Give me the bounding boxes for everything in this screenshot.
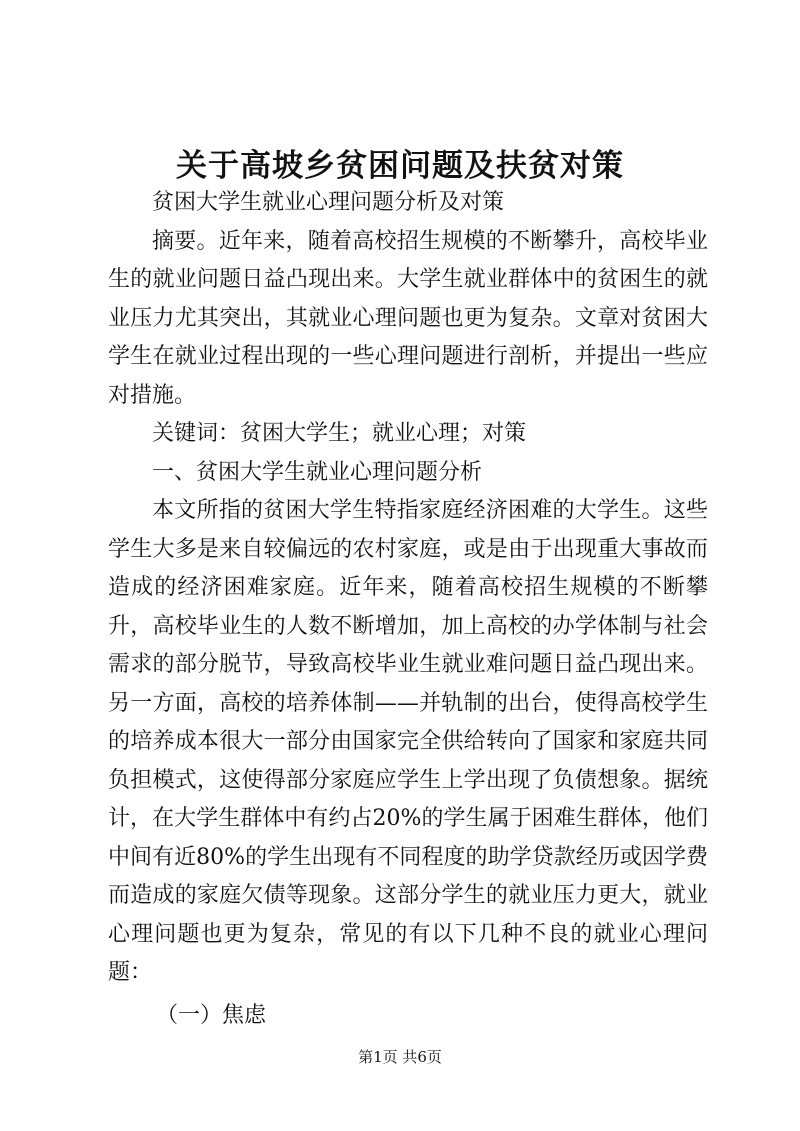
keywords-paragraph: 关键词：贫困大学生；就业心理；对策 (152, 421, 527, 446)
section-heading: 一、贫困大学生就业心理问题分析 (152, 459, 483, 485)
subsection-heading: （一）焦虑 (156, 1002, 267, 1028)
body-paragraph: 本文所指的贫困大学生特指家庭经济困难的大学生。这些学生大多是来自较偏远的农村家庭，或是由于出现重大事故而造成的经济困难家庭。近年来，随着高校招生规模的不断攀升，高校毕业生的人数不断增加，加上高校的办学体制与社会需求的部分脱节，导致高校毕业生就业难问题日益凸现出来。另一方面，高校的培养体制——并轨制的出台，使得高校学生的培养成本很大一部分由国家完全供给转向了国家和家庭共同负担模式，这使得部分家庭应学生上学出现了负债想象。据统计，在大学生群体中有约占20%的学生属于困难生群体，他们中间有近80%的学生出现有不同程度的助学贷款经历或因学费而造成的家庭欠债等现象。这部分学生的就业压力更大，就业心理问题也更为复杂，常见的有以下几种不良的就业心理问题： (108, 498, 708, 985)
abstract-paragraph: 摘要。近年来，随着高校招生规模的不断攀升，高校毕业生的就业问题日益凸现出来。大学生就业群体中的贫困生的就业压力尤其突出，其就业心理问题也更为复杂。文章对贫困大学生在就业过程出现的一些心理问题进行剖析，并提出一些应对措施。 (108, 228, 708, 408)
document-body (108, 184, 708, 1035)
document-title: 关于高坡乡贫困问题及扶贫对策 (176, 148, 624, 184)
subtitle-paragraph: 贫困大学生就业心理问题分析及对策 (152, 190, 505, 215)
page-footer: 第1页 共6页 (358, 1048, 442, 1066)
